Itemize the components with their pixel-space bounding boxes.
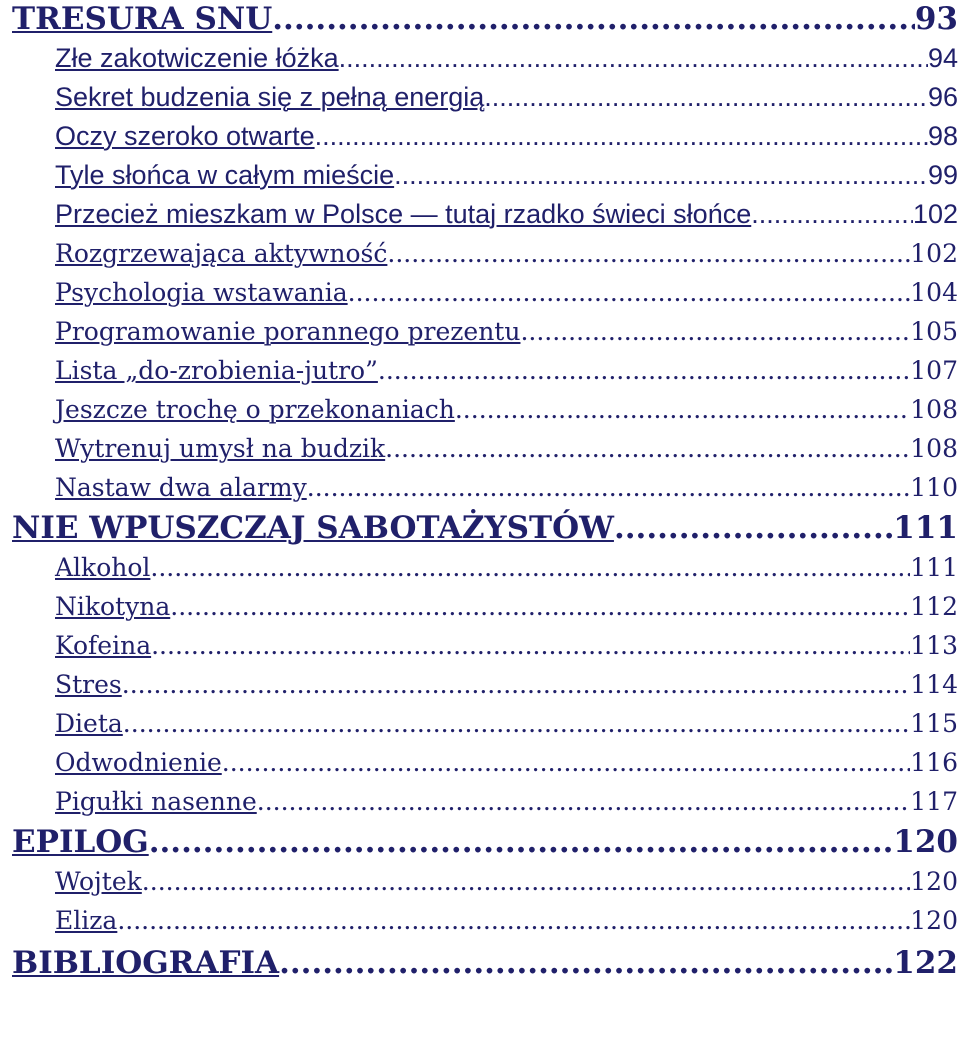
toc-page-number: 102 <box>910 239 958 268</box>
toc-entry[interactable] <box>12 78 958 117</box>
toc-page-number: 94 <box>927 43 958 73</box>
dot-leader <box>348 273 911 312</box>
toc-entry[interactable] <box>12 117 958 156</box>
toc-entry-title[interactable]: Alkohol <box>55 553 151 582</box>
toc-section-title[interactable]: NIE WPUSZCZAJ SABOTAŻYSTÓW <box>12 510 614 546</box>
toc-section-title[interactable]: BIBLIOGRAFIA <box>12 945 280 981</box>
dot-leader <box>387 234 910 273</box>
toc-entry-title[interactable]: Psychologia wstawania <box>55 278 348 307</box>
toc-page-number: 105 <box>910 317 958 346</box>
toc-page-number: 108 <box>910 395 958 424</box>
toc-entry-title[interactable]: Odwodnienie <box>55 748 222 777</box>
toc-page-number: 122 <box>893 945 958 981</box>
toc-entry-title[interactable]: Nikotyna <box>55 592 171 621</box>
dot-leader <box>307 468 911 507</box>
toc-page-number: 113 <box>910 631 958 660</box>
toc-entry[interactable] <box>12 273 958 312</box>
toc-entry[interactable] <box>12 429 958 468</box>
toc-entry[interactable] <box>12 587 958 626</box>
toc-entry-title[interactable]: Stres <box>55 670 122 699</box>
toc-entry-title[interactable]: Wytrenuj umysł na budzik <box>55 434 386 463</box>
toc-page-number: 117 <box>910 787 958 816</box>
toc-page-number: 110 <box>910 473 958 502</box>
toc-page-number: 111 <box>893 510 958 546</box>
toc-section-tresura-snu[interactable] <box>12 0 958 39</box>
dot-leader <box>339 39 928 78</box>
toc-entry[interactable] <box>12 901 958 940</box>
toc-entry-title[interactable]: Rozgrzewająca aktywność <box>55 239 388 268</box>
toc-page-number: 114 <box>910 670 958 699</box>
toc-page-number: 112 <box>910 592 958 621</box>
toc-entry-title[interactable]: Jeszcze trochę o przekonaniach <box>55 395 455 424</box>
dot-leader <box>222 743 911 782</box>
toc-page-number: 120 <box>910 906 958 935</box>
toc-entry-title[interactable]: Oczy szeroko otwarte <box>55 121 315 151</box>
toc-entry-title[interactable]: Kofeina <box>55 631 152 660</box>
toc-entry-title[interactable]: Sekret budzenia się z pełną energią <box>55 82 485 112</box>
toc-section-nie-wpuszczaj-sabotazystow[interactable] <box>12 509 958 548</box>
dot-leader <box>385 429 910 468</box>
toc-page-number: 116 <box>910 748 958 777</box>
toc-entry[interactable] <box>12 156 958 195</box>
dot-leader <box>150 548 910 587</box>
dot-leader <box>455 390 910 429</box>
toc-entry-title[interactable]: Programowanie porannego prezentu <box>55 317 521 346</box>
dot-leader <box>378 351 910 390</box>
toc-entry[interactable] <box>12 862 958 901</box>
toc-entry[interactable] <box>12 390 958 429</box>
toc-page-number: 108 <box>910 434 958 463</box>
toc-entry[interactable] <box>12 548 958 587</box>
toc-entry[interactable] <box>12 665 958 704</box>
dot-leader <box>279 944 893 983</box>
toc-page-number: 93 <box>914 1 958 37</box>
toc-entry-title[interactable]: Lista „do-zrobienia-jutro” <box>55 356 378 385</box>
dot-leader <box>484 78 928 117</box>
dot-leader <box>117 901 910 940</box>
toc-page-number: 102 <box>912 199 958 229</box>
dot-leader <box>272 0 915 39</box>
dot-leader <box>123 704 910 743</box>
toc-page-number: 98 <box>927 121 958 151</box>
toc-entry[interactable] <box>12 782 958 821</box>
dot-leader <box>394 156 928 195</box>
toc-entry-title[interactable]: Złe zakotwiczenie łóżka <box>55 43 339 73</box>
toc-page-number: 120 <box>910 867 958 896</box>
toc-section-bibliografia[interactable] <box>12 944 958 983</box>
toc-entry[interactable] <box>12 743 958 782</box>
dot-leader <box>149 823 894 862</box>
toc-entry-title[interactable]: Eliza <box>55 906 118 935</box>
toc-page-number: 111 <box>910 553 958 582</box>
toc-page-number: 104 <box>910 278 958 307</box>
toc-section-title[interactable]: EPILOG <box>12 824 149 860</box>
dot-leader <box>520 312 910 351</box>
dot-leader <box>122 665 911 704</box>
toc-page-number: 96 <box>927 82 958 112</box>
toc-section-title[interactable]: TRESURA SNU <box>12 1 273 37</box>
toc-entry[interactable] <box>12 468 958 507</box>
toc-page-number: 120 <box>893 824 958 860</box>
dot-leader <box>151 626 910 665</box>
dot-leader <box>142 862 910 901</box>
toc-page-number: 99 <box>927 160 958 190</box>
toc-entry[interactable] <box>12 234 958 273</box>
toc-page-number: 107 <box>910 356 958 385</box>
toc-entry-title[interactable]: Pigułki nasenne <box>55 787 257 816</box>
dot-leader <box>170 587 910 626</box>
toc-entry-title[interactable]: Dieta <box>55 709 123 738</box>
toc-entry-title[interactable]: Tyle słońca w całym mieście <box>55 160 395 190</box>
toc-entry[interactable] <box>12 312 958 351</box>
toc-entry[interactable] <box>12 195 958 234</box>
toc-entry-title[interactable]: Wojtek <box>55 867 142 896</box>
dot-leader <box>614 509 893 548</box>
toc-entry-title[interactable]: Nastaw dwa alarmy <box>55 473 307 502</box>
toc-page-number: 115 <box>910 709 958 738</box>
toc-section-epilog[interactable] <box>12 823 958 862</box>
dot-leader <box>751 195 913 234</box>
toc-entry[interactable] <box>12 626 958 665</box>
table-of-contents <box>12 0 958 983</box>
toc-entry[interactable] <box>12 39 958 78</box>
dot-leader <box>315 117 928 156</box>
toc-entry[interactable] <box>12 351 958 390</box>
dot-leader <box>257 782 911 821</box>
toc-entry[interactable] <box>12 704 958 743</box>
toc-entry-title[interactable]: Przecież mieszkam w Polsce — tutaj rzadko świeci słońce <box>55 199 752 229</box>
